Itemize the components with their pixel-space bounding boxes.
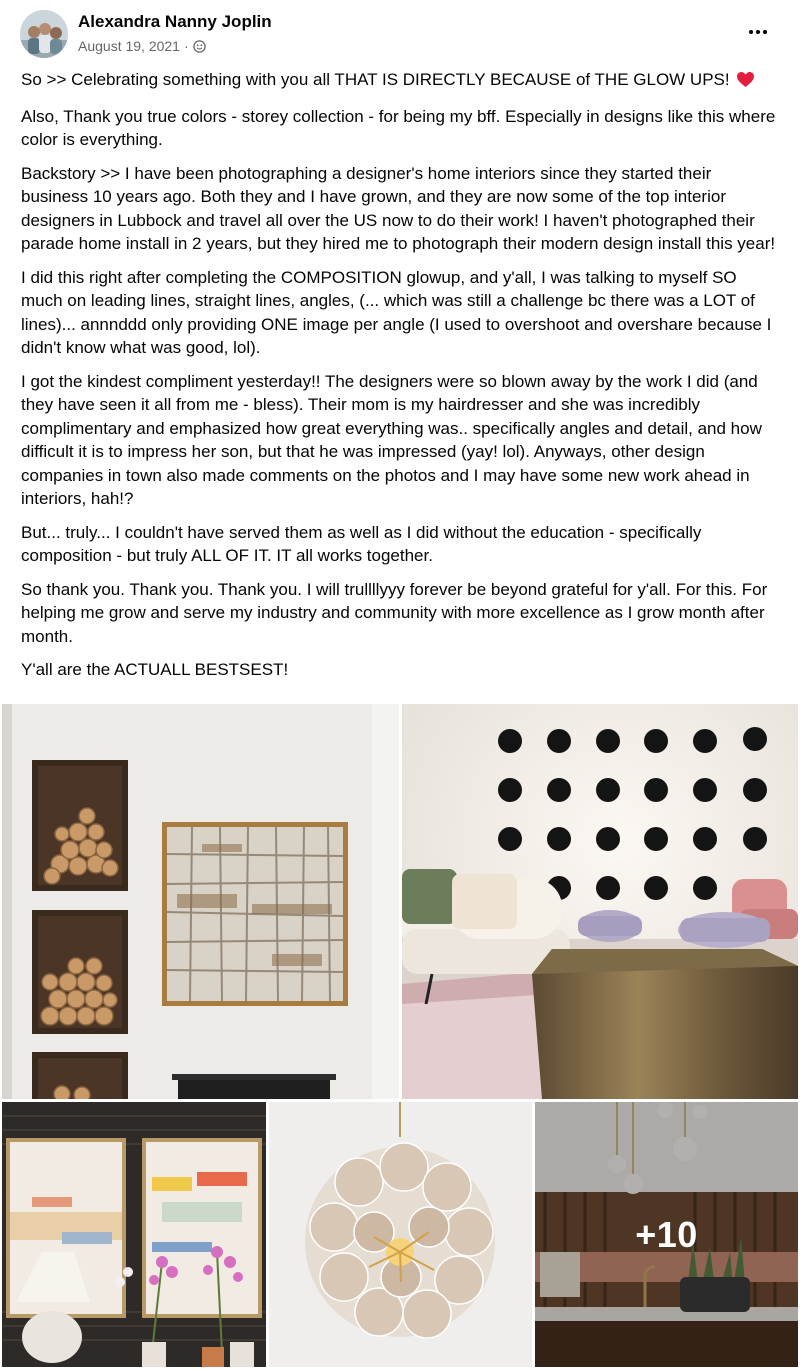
framed-abstract-artwork: [162, 822, 348, 1006]
post-date[interactable]: August 19, 2021: [78, 38, 180, 54]
log-niche-bottom: [32, 1052, 128, 1099]
post-paragraph: Backstory >> I have been photographing a designer's home interiors since they started their business 10 years ago. Both they and I have grown, and they are now some of the top interior designers in Lubbock and travel all over the US now to do their work! I haven't photographed their parade home install in 2 years, but they hired me to photograph their modern design install this year!: [21, 163, 776, 253]
post-paragraph: So thank you. Thank you. Thank you. I will trullllyyy forever be beyond grateful for y'all. For this. For helping me grow and serve my industry and community with more excellence as I grow month after month.: [21, 579, 768, 646]
photo-abstract-paintings-orchids[interactable]: [2, 1102, 266, 1367]
more-photos-count[interactable]: +10: [635, 1213, 698, 1255]
globe-icon[interactable]: [193, 40, 206, 53]
photo-kitchen[interactable]: [535, 1102, 798, 1367]
heart-icon: [736, 71, 755, 95]
photo-pendant-light[interactable]: [269, 1102, 532, 1367]
date-separator: ·: [183, 38, 189, 54]
post-header: [20, 10, 780, 60]
avatar[interactable]: [20, 10, 68, 58]
log-niche-top: [32, 760, 128, 891]
post-paragraph: I did this right after completing the COMPOSITION glowup, and y'all, I was talking to myself SO much on leading lines, straight lines, angles, (... which was still a challenge bc there was a LOT of lines)... annnddd only providing ONE image per angle (I used to overshoot and overshare because I didn't know what was good, lol).: [21, 267, 772, 357]
post-paragraph: But... truly... I couldn't have served them as well as I did without the education - specifically composition - but truly ALL OF IT. IT all works together.: [21, 522, 702, 565]
post-text: [21, 68, 781, 692]
post-paragraph: I got the kindest compliment yesterday!! The designers were so blown away by the work I did (and they have seen it all from me - bless). Their mom is my hairdresser and she was incredibly complimentary and emphasized how great everything was.. specifically angles and detail, and how difficult it is to impress her son, but that he was impressed (yay! lol). Anyways, other design companies in town also made comments on the photos and I may have some new work ahead in interiors, hah!?: [21, 371, 762, 508]
post-paragraph: So >> Celebrating something with you all THAT IS DIRECTLY BECAUSE of THE GLOW UPS!: [21, 68, 781, 95]
post-meta: [78, 38, 206, 54]
post-paragraph: Y'all are the ACTUALL BESTSEST!: [21, 660, 289, 679]
author-name[interactable]: Alexandra Nanny Joplin: [78, 12, 272, 31]
photo-wall-logs-artwork[interactable]: [2, 704, 399, 1099]
log-niche-middle: [32, 910, 128, 1034]
more-options-icon[interactable]: [744, 18, 772, 46]
post-paragraph: Also, Thank you true colors - storey collection - for being my bff. Especially in designs like this where color is everything.: [21, 106, 776, 149]
photo-living-room-dots[interactable]: [402, 704, 798, 1099]
